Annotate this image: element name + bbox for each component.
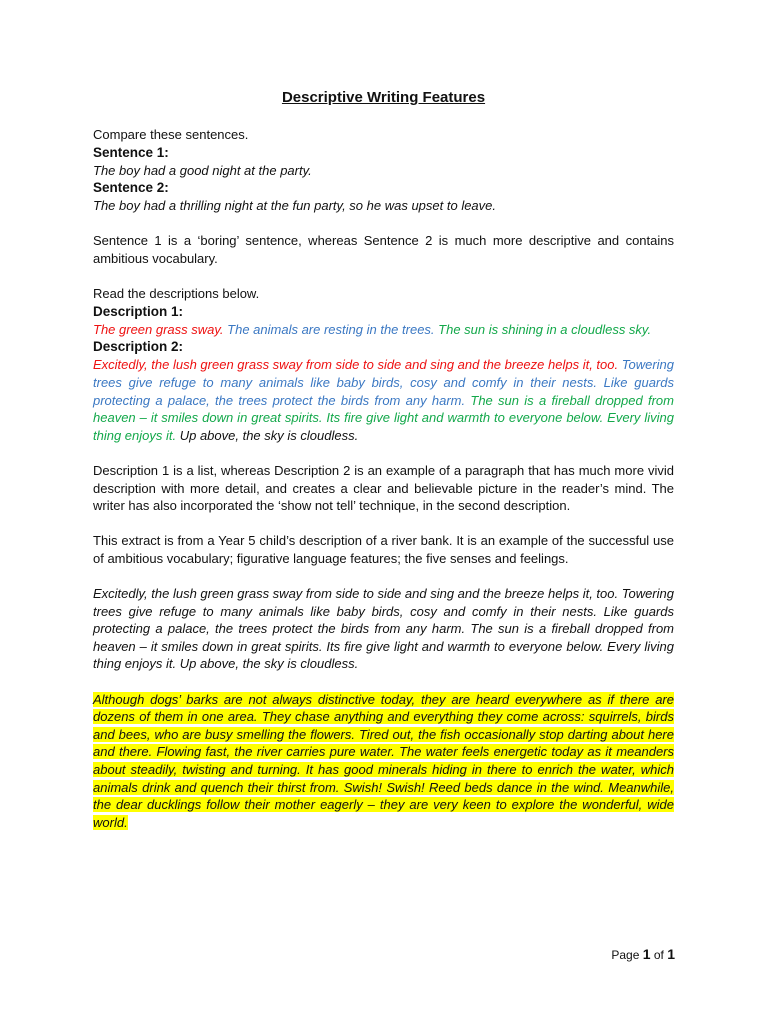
page-footer bbox=[611, 946, 675, 962]
page-title: Descriptive Writing Features bbox=[281, 89, 486, 106]
description2-text bbox=[93, 356, 674, 444]
highlighted-extract-paragraph bbox=[93, 691, 674, 832]
analysis-paragraph: Description 1 is a list, whereas Description 2 is an example of a paragraph that has much more vivid description with more detail, and creates a clear and believable picture in the reader’s mind. The writer has also incorporated the ‘show not tell’ technique, in the second description. bbox=[93, 462, 674, 514]
description2-green-text: The sun is a fireball dropped from heaven – it smiles down in great spirits. Its fire give light and warmth to everyone below. Every living thing enjoys it. bbox=[93, 392, 674, 443]
description2-red-text: Excitedly, the lush green grass sway from side to side and sing and the breeze helps it, too. bbox=[93, 357, 619, 373]
description1-heading: Description 1: bbox=[93, 303, 184, 319]
highlighted-extract-text: Although dogs’ barks are not always distinctive today, they are heard everywhere as if there are dozens of them in one area. They chase anything and everything they come across: squirrels, birds and bees, who are busy smelling the flowers. Tired out, the fish occasionally stop darting about here and there. Flowing fast, the river carries pure water. The water feels energetic today as it meanders about steadily, twisting and turning. It has good minerals hiding in there to enrich the water, which animals drink and quench their thirst from. Swish! Swish! Reed beds dance in the wind. Meanwhile, the dear ducklings follow their mother eagerly – they are very keen to explore the wonderful, wide world. bbox=[93, 691, 674, 830]
page-number: 1 bbox=[642, 946, 651, 962]
spacer bbox=[93, 673, 674, 691]
sentence2-heading: Sentence 2: bbox=[93, 180, 169, 196]
sentence1-heading: Sentence 1: bbox=[93, 144, 169, 160]
read-prompt: Read the descriptions below. bbox=[93, 286, 260, 302]
description2-heading: Description 2: bbox=[93, 339, 184, 355]
intro-text: Compare these sentences. bbox=[93, 127, 249, 142]
extract-repeat-paragraph: Excitedly, the lush green grass sway from side to side and sing and the breeze helps it, too. Towering trees give refuge to many animals like baby birds, cosy and comfy in their nests. Like guards protecting a palace, the trees protect the birds from any harm. The sun is a fireball dropped from heaven – it smiles down in great spirits. Its fire give light and warmth to everyone below. Every living thing enjoys it. Up above, the sky is cloudless. bbox=[93, 586, 674, 672]
description1-text bbox=[93, 321, 674, 339]
of-label: of bbox=[650, 948, 668, 962]
sentence1-text: The boy had a good night at the party. bbox=[93, 162, 312, 178]
page-total: 1 bbox=[667, 946, 675, 962]
description2-dark-text: Up above, the sky is cloudless. bbox=[176, 427, 359, 443]
page-label: Page bbox=[611, 948, 643, 962]
spacer bbox=[93, 515, 674, 533]
description1-blue-text: The animals are resting in the trees. bbox=[223, 321, 435, 337]
description2-blue-text: Towering trees give refuge to many animals like baby birds, cosy and comfy in their nests. Like guards protecting a palace, the trees protect the birds from any harm. bbox=[93, 357, 674, 408]
document-page bbox=[93, 88, 674, 831]
spacer bbox=[93, 215, 674, 233]
spacer bbox=[93, 567, 674, 585]
extract-intro-paragraph: This extract is from a Year 5 child’s description of a river bank. It is an example of the successful use of ambitious vocabulary; figurative language features; the five senses and feelings. bbox=[93, 533, 674, 566]
spacer bbox=[93, 268, 674, 286]
comparison-paragraph: Sentence 1 is a ‘boring’ sentence, whereas Sentence 2 is much more descriptive and contains ambitious vocabulary. bbox=[93, 233, 674, 266]
sentence2-text: The boy had a thrilling night at the fun party, so he was upset to leave. bbox=[93, 198, 497, 214]
spacer bbox=[93, 444, 674, 462]
description1-red-text: The green grass sway. bbox=[93, 321, 224, 337]
description1-green-text: The sun is shining in a cloudless sky. bbox=[434, 321, 652, 337]
